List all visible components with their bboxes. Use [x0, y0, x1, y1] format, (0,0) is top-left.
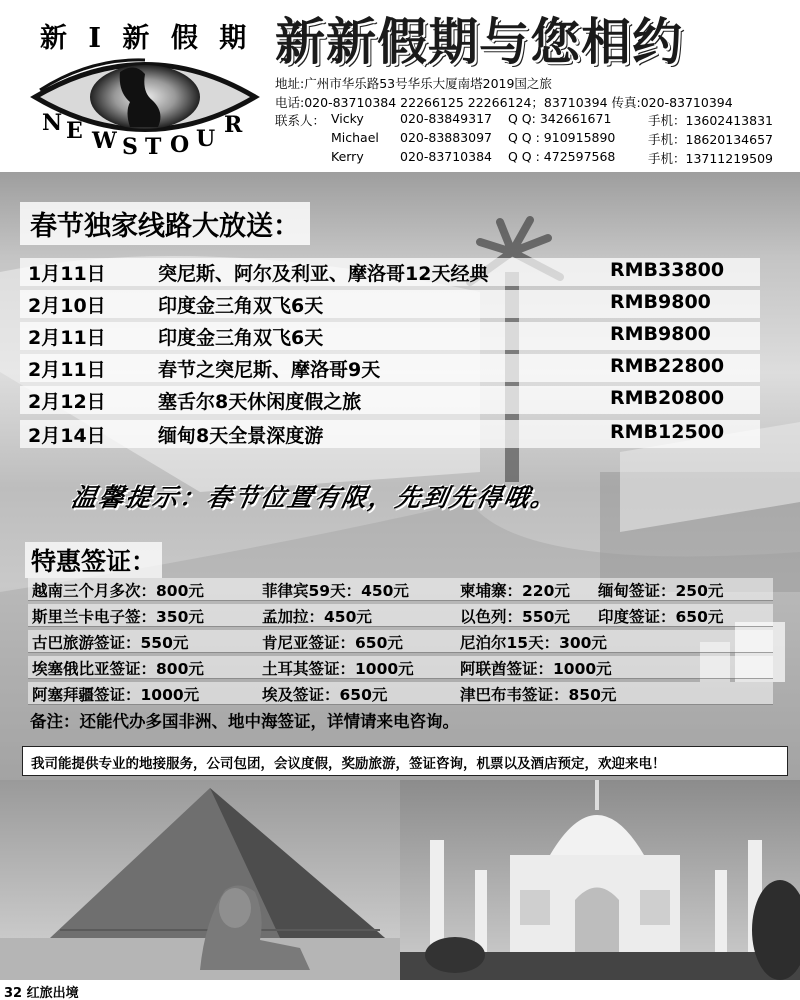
visa-heading: 特惠签证：: [25, 542, 162, 578]
visa-row: [28, 578, 773, 601]
contact-qq: Q Q : 910915890: [508, 130, 616, 145]
contact-tel: 020-83849317: [400, 111, 492, 126]
visa-item: 津巴布韦签证：850元: [460, 686, 617, 704]
routes-heading: 春节独家线路大放送：: [20, 202, 310, 245]
route-name: 印度金三角双飞6天: [158, 295, 324, 317]
visa-item: 以色列：550元: [460, 608, 570, 626]
visa-note: 备注：还能代办多国非洲、地中海签证，详情请来电咨询。: [30, 712, 459, 731]
contacts-label: 联系人：: [275, 113, 326, 128]
contact-name: Michael: [331, 130, 379, 145]
visa-row: [28, 630, 773, 653]
svg-text:U: U: [196, 126, 216, 152]
route-row: [20, 386, 760, 414]
pyramid-photo: [0, 780, 400, 980]
ad-title: 新新假期与您相约: [275, 13, 683, 71]
svg-text:T: T: [145, 134, 162, 160]
promo-banner: [0, 172, 800, 780]
route-row: [20, 290, 760, 318]
company-logo: [30, 12, 260, 160]
route-date: 2月11日: [28, 359, 106, 381]
svg-text:R: R: [224, 112, 243, 138]
visa-item: 菲律宾59天：450元: [262, 582, 409, 600]
svg-text:E: E: [66, 118, 83, 144]
visa-row: [28, 656, 773, 679]
route-price: RMB9800: [610, 291, 711, 313]
visa-item: 越南三个月多次：800元: [32, 582, 204, 600]
route-price: RMB22800: [610, 355, 725, 377]
landmark-photos: [0, 780, 800, 980]
route-price: RMB20800: [610, 387, 725, 409]
route-date: 1月11日: [28, 263, 106, 285]
visa-row: [28, 604, 773, 627]
contact-tel: 020-83883097: [400, 130, 492, 145]
service-banner: 我司能提供专业的地接服务，公司包团，会议度假，奖励旅游，签证咨询，机票以及酒店预定，欢迎来电！: [22, 746, 788, 776]
visa-item: 埃塞俄比亚签证：800元: [32, 660, 204, 678]
route-row: [20, 420, 760, 448]
visa-item: 埃及签证：650元: [262, 686, 388, 704]
svg-text:N: N: [42, 110, 63, 136]
logo-chinese-text: 新 I 新 假 期: [40, 23, 253, 54]
visa-item: 柬埔寨：220元: [460, 582, 570, 600]
route-date: 2月12日: [28, 391, 106, 413]
svg-text:W: W: [92, 128, 117, 154]
visa-item: 肯尼亚签证：650元: [262, 634, 403, 652]
route-name: 塞舌尔8天休闲度假之旅: [158, 391, 362, 413]
route-price: RMB9800: [610, 323, 711, 345]
contact-name: Kerry: [331, 149, 364, 164]
visa-item: 尼泊尔15天：300元: [460, 634, 607, 652]
contact-mobile: 手机：18620134657: [648, 132, 773, 147]
taj-mahal-photo: [400, 780, 800, 980]
visa-item: 印度签证：650元: [598, 608, 724, 626]
route-name: 春节之突尼斯、摩洛哥9天: [158, 359, 381, 381]
visa-item: 阿联酋签证：1000元: [460, 660, 612, 678]
visa-item: 土耳其签证：1000元: [262, 660, 414, 678]
route-name: 缅甸8天全景深度游: [158, 425, 324, 447]
route-row: [20, 258, 760, 286]
company-phones: 电话:020-83710384 22266125 22266124；83710394 传真:020-83710394: [275, 95, 733, 110]
route-date: 2月11日: [28, 327, 106, 349]
contact-name: Vicky: [331, 111, 364, 126]
visa-item: 孟加拉：450元: [262, 608, 372, 626]
svg-text:S: S: [122, 134, 138, 160]
eye-logo-icon: [30, 52, 260, 160]
route-name: 突尼斯、阿尔及利亚、摩洛哥12天经典: [158, 263, 489, 285]
route-name: 印度金三角双飞6天: [158, 327, 324, 349]
route-row: [20, 354, 760, 382]
visa-row: [28, 682, 773, 705]
visa-item: 古巴旅游签证：550元: [32, 634, 189, 652]
ad-header: [0, 0, 800, 170]
contact-tel: 020-83710384: [400, 149, 492, 164]
visa-item: 斯里兰卡电子签：350元: [32, 608, 204, 626]
route-date: 2月14日: [28, 425, 106, 447]
route-row: [20, 322, 760, 350]
route-price: RMB33800: [610, 259, 725, 281]
visa-item: 缅甸签证：250元: [598, 582, 724, 600]
route-price: RMB12500: [610, 421, 725, 443]
contact-mobile: 手机：13602413831: [648, 113, 773, 128]
route-date: 2月10日: [28, 295, 106, 317]
contact-qq: Q Q: 342661671: [508, 111, 612, 126]
company-address: 地址:广州市华乐路53号华乐大厦南塔2019国之旅: [275, 76, 552, 91]
page-footer: 32 红旅出境: [4, 986, 79, 1000]
booking-tip: 温馨提示：春节位置有限，先到先得哦。: [69, 483, 561, 512]
contact-mobile: 手机：13711219509: [648, 151, 773, 166]
svg-text:O: O: [170, 132, 190, 158]
contact-qq: Q Q : 472597568: [508, 149, 616, 164]
visa-item: 阿塞拜疆签证：1000元: [32, 686, 200, 704]
